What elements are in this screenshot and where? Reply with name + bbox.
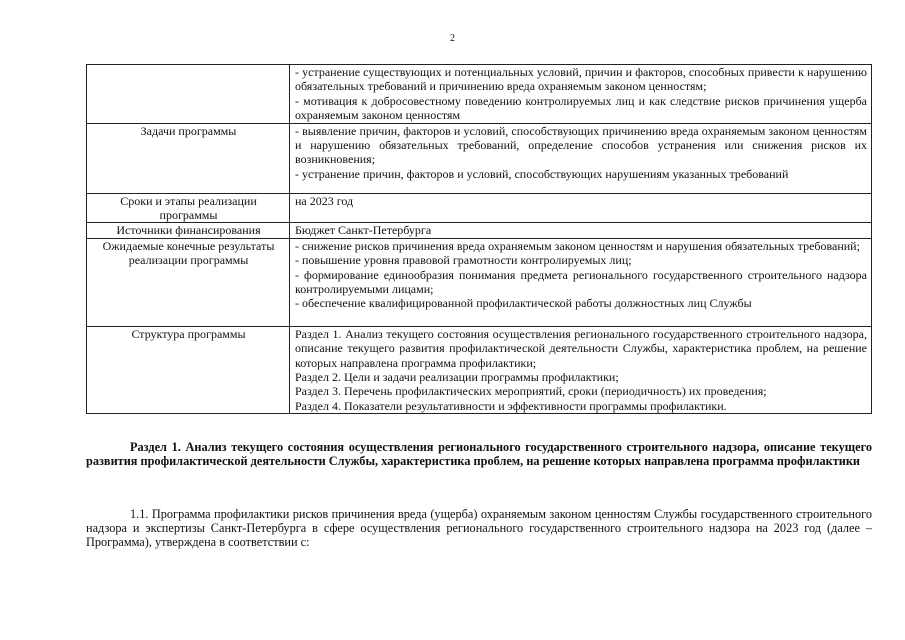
row-label: Сроки и этапы реализации программы (87, 193, 290, 223)
row-label: Структура программы (87, 326, 290, 413)
content-line: - мотивация к добросовестному поведению контролируемых лиц и как следствие рисков причинения ущерба охраняемым законом ценностям (295, 93, 867, 123)
content-line: - формирование единообразия понимания предмета регионального государственного строительного надзора контролируемыми лицами; (295, 267, 867, 297)
content-line: - снижение рисков причинения вреда охраняемым законом ценностям и нарушения обязательных требований; (295, 238, 860, 253)
section-1-heading: Раздел 1. Анализ текущего состояния осуществления регионального государственного строительного надзора, описание текущего развития профилактической деятельности Службы, характеристика проблем, на решение которых направлена программа профилактики (86, 440, 872, 469)
content-line: - обеспечение квалифицированной профилактической работы должностных лиц Службы (295, 296, 752, 311)
content-line: - устранение причин, факторов и условий, способствующих нарушениям указанных требований (295, 166, 789, 181)
row-content (290, 326, 872, 413)
table-row-structure (87, 326, 872, 413)
content-line: Раздел 1. Анализ текущего состояния осуществления регионального государственного строительного надзора, описание текущего развития профилактической деятельности Службы, характеристика проблем, на решение которых направлена программа профилактики; (295, 326, 867, 370)
content-line: - устранение существующих и потенциальных условий, причин и факторов, способных привести к нарушению обязательных требований и причинению вреда охраняемым законом ценностям; (295, 65, 867, 94)
table-row-goals-continuation (87, 65, 872, 124)
page-number: 2 (450, 33, 455, 44)
row-content (290, 123, 872, 193)
content-line: на 2023 год (295, 193, 354, 208)
content-line: Раздел 2. Цели и задачи реализации программы профилактики; (295, 370, 619, 385)
content-line: - выявление причин, факторов и условий, способствующих причинению вреда охраняемым законом ценностям и нарушению обязательных требований, определение способов устранения или снижения рисков их возникновения; (295, 123, 867, 167)
row-label: Ожидаемые конечные результаты реализации программы (87, 238, 290, 326)
content-line: - повышение уровня правовой грамотности контролируемых лиц; (295, 253, 632, 268)
table-row-terms (87, 193, 872, 223)
table-row-expected-results (87, 238, 872, 326)
table-row-tasks (87, 123, 872, 193)
row-content (290, 238, 872, 326)
table-row-funding (87, 223, 872, 238)
content-line: Раздел 4. Показатели результативности и эффективности программы профилактики. (295, 398, 727, 413)
row-label: Задачи программы (87, 123, 290, 193)
row-content (290, 193, 872, 223)
paragraph-1-1: 1.1. Программа профилактики рисков причинения вреда (ущерба) охраняемым законом ценностям Службы государственного строительного надзора и экспертизы Санкт-Петербурга в сфере осуществления регионального государственного строительного надзора на 2023 год (далее – Программа), утверждена в соответствии с: (86, 507, 872, 550)
program-passport-table (86, 64, 872, 414)
row-content (290, 223, 872, 238)
row-label: Источники финансирования (87, 223, 290, 238)
row-content (290, 65, 872, 124)
content-line: Раздел 3. Перечень профилактических мероприятий, сроки (периодичность) их проведения; (295, 384, 767, 399)
row-label (87, 65, 290, 124)
content-line: Бюджет Санкт-Петербурга (295, 223, 432, 238)
